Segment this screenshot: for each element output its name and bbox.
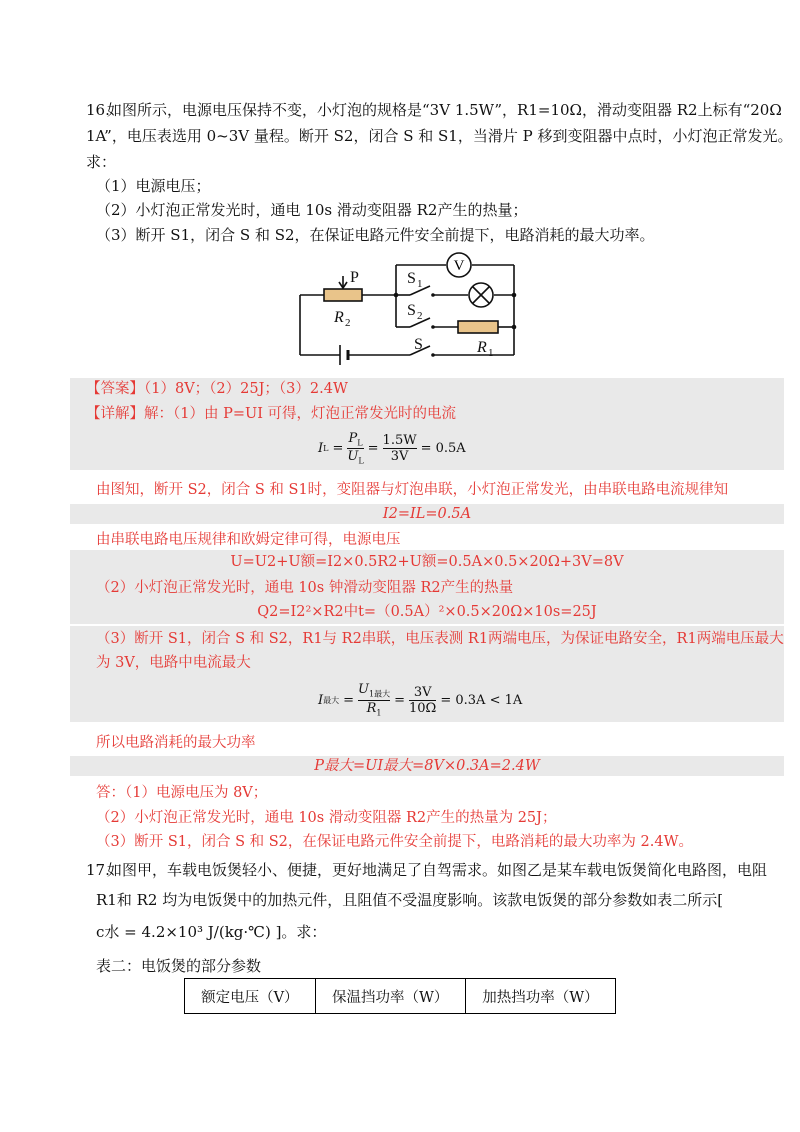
q16-stem-line2: 1A”，电压表选用 0~3V 量程。断开 S2，闭合 S 和 S1，当滑片 P 移到变阻器中点时，小灯泡正常发光。 — [86, 127, 793, 145]
svg-text:1: 1 — [417, 278, 423, 290]
voltmeter-icon — [447, 253, 471, 277]
line-d1: （3）断开 S1，闭合 S 和 S2，R1与 R2串联，电压表测 R1两端电压，为保证电路安全，R1两端电压最大 — [96, 631, 784, 647]
table-header-heating: 加热挡功率（W） — [465, 979, 615, 1014]
q17-line1: 如图甲，车载电饭煲轻小、便捷，更好地满足了自驾需求。如图乙是某车载电饭煲简化电路图，电阻 — [107, 861, 768, 879]
q17-number: 17. — [86, 861, 110, 879]
table-header-keep-warm: 保温挡功率（W） — [315, 979, 465, 1014]
line-e: 所以电路消耗的最大功率 — [96, 735, 256, 751]
eq4: Q2=I2²×R2中t=（0.5A）²×0.5×20Ω×10s=25J — [257, 604, 597, 620]
label-s: S — [414, 336, 423, 353]
circuit-diagram — [290, 252, 530, 372]
line-c: （2）小灯泡正常发光时，通电 10s 钟滑动变阻器 R2产生的热量 — [96, 580, 514, 596]
final-answer-3: （3）断开 S1，闭合 S 和 S2，在保证电路元件安全前提下，电路消耗的最大功率为 2.4W。 — [96, 834, 693, 850]
label-s2: S — [407, 302, 416, 319]
detail-line: 【详解】解：（1）由 P=UI 可得，灯泡正常发光时的电流 — [86, 406, 457, 422]
label-r2: R — [334, 309, 344, 326]
final-answer-1: 答：（1）电源电压为 8V； — [96, 785, 268, 801]
svg-text:2: 2 — [417, 310, 423, 322]
q16-sub1: （1）电源电压； — [96, 177, 211, 195]
q16-stem-line1: 如图所示，电源电压保持不变，小灯泡的规格是“3V 1.5W”，R1=10Ω，滑动变阻器 R2上标有“20Ω — [107, 101, 782, 119]
table-row — [185, 979, 616, 1014]
param-table — [184, 978, 616, 1014]
answer-line: 【答案】（1）8V；（2）25J；（3）2.4W — [86, 381, 348, 397]
svg-text:2: 2 — [345, 317, 351, 329]
eq1: I L = $P_L$ $U_L$ = 1.5W 3V = 0.5A — [318, 430, 466, 466]
lamp-icon — [469, 283, 493, 307]
final-answer-2: （2）小灯泡正常发光时，通电 10s 滑动变阻器 R2产生的热量为 25J； — [96, 810, 557, 826]
table-header-voltage: 额定电压（V） — [185, 979, 316, 1014]
q17-line3: c水 = 4.2×10³ J/(kg·℃) ]。求： — [96, 923, 327, 941]
eq3: U=U2+U额=I2×0.5R2+U额=0.5A×0.5×20Ω+3V=8V — [230, 554, 624, 570]
label-p: P — [350, 269, 359, 286]
q16-stem-line3: 求： — [86, 153, 117, 171]
svg-text:1: 1 — [488, 347, 494, 359]
label-r1: R — [477, 339, 487, 356]
svg-text:V: V — [453, 258, 465, 274]
eq5: I 最大 = $U_{1最大}$ $R_1$ = 3V 10Ω = 0.3A < 1A — [318, 682, 523, 718]
label-s1: S — [407, 270, 416, 287]
q16-number: 16. — [86, 101, 110, 119]
line-b: 由串联电路电压规律和欧姆定律可得，电源电压 — [96, 532, 401, 548]
line-d2: 为 3V，电路中电流最大 — [96, 655, 251, 671]
table-caption: 表二：电饭煲的部分参数 — [96, 957, 262, 975]
q16-sub2: （2）小灯泡正常发光时，通电 10s 滑动变阻器 R2产生的热量； — [96, 201, 528, 219]
q17-line2: R1和 R2 均为电饭煲中的加热元件，且阻值不受温度影响。该款电饭煲的部分参数如表二所示[ — [96, 891, 724, 909]
line-a: 由图知，断开 S2，闭合 S 和 S1时，变阻器与灯泡串联，小灯泡正常发光，由串联电路电流规律知 — [96, 482, 729, 498]
q16-sub3: （3）断开 S1，闭合 S 和 S2，在保证电路元件安全前提下，电路消耗的最大功率。 — [96, 226, 655, 244]
eq2: I2=IL=0.5A — [382, 506, 472, 522]
eq6: P最大=UI最大=8V×0.3A=2.4W — [314, 758, 540, 774]
